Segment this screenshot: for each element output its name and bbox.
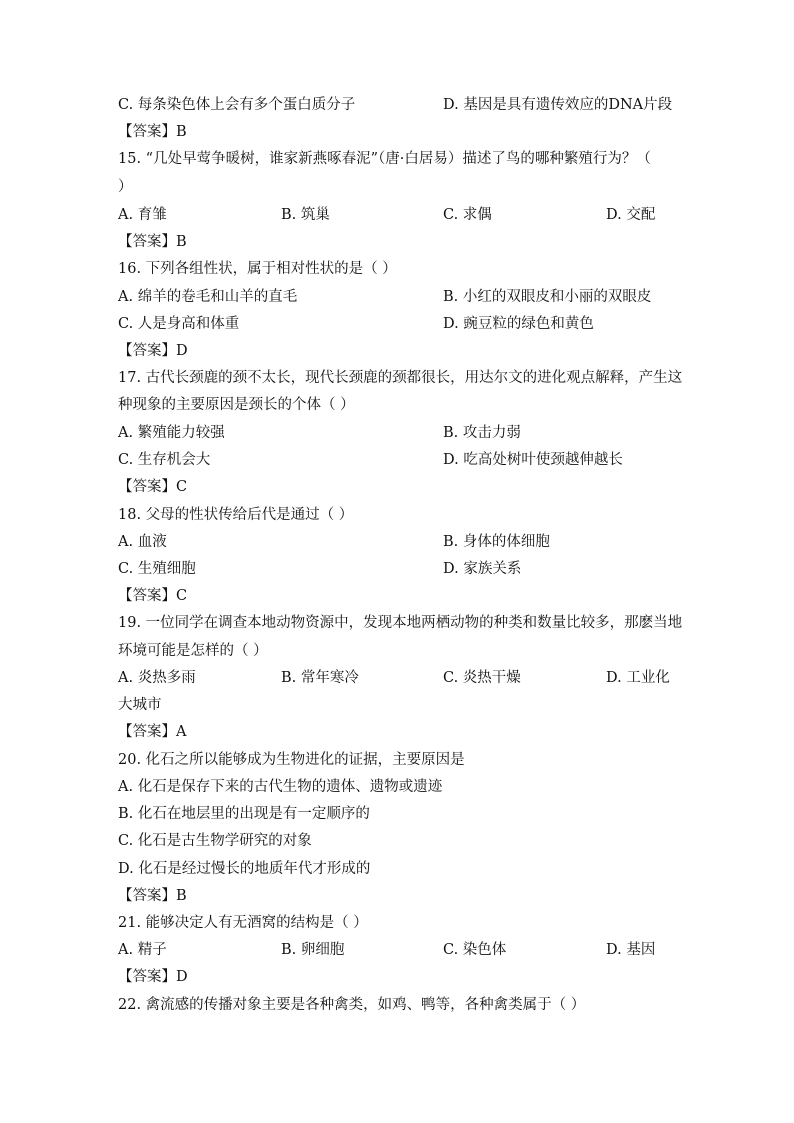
q17-stem-line2: 种现象的主要原因是颈长的个体（ ）: [118, 397, 355, 413]
q19-option-b: B. 常年寒冷: [281, 670, 359, 686]
q18-answer: 【答案】C: [118, 588, 188, 604]
q19-option-a: A. 炎热多雨: [118, 670, 196, 686]
q19-stem-line1: 19. 一位同学在调查本地动物资源中，发现本地两栖动物的种类和数量比较多，那麽当地: [118, 615, 683, 631]
q19-answer: 【答案】A: [118, 724, 187, 740]
q17-stem-line1: 17. 古代长颈鹿的颈不太长，现代长颈鹿的颈都很长，用达尔文的进化观点解释，产生这: [118, 370, 683, 386]
q18-option-b: B. 身体的体细胞: [443, 534, 550, 550]
q17-option-b: B. 攻击力弱: [443, 425, 521, 441]
q18-option-d: D. 家族关系: [443, 561, 522, 577]
q17-option-d: D. 吃高处树叶使颈越伸越长: [443, 452, 623, 468]
q15-option-a: A. 育雏: [118, 207, 167, 223]
q16-option-c: C. 人是身高和体重: [118, 316, 240, 332]
q20-stem: 20. 化石之所以能够成为生物进化的证据，主要原因是: [118, 752, 465, 768]
q16-option-b: B. 小红的双眼皮和小丽的双眼皮: [443, 289, 652, 305]
q19-option-d: D. 工业化: [606, 670, 670, 686]
q16-answer: 【答案】D: [118, 343, 188, 359]
q21-stem: 21. 能够决定人有无酒窝的结构是（ ）: [118, 915, 368, 931]
q21-option-b: B. 卵细胞: [281, 942, 345, 958]
q20-option-d: D. 化石是经过慢长的地质年代才形成的: [118, 861, 371, 877]
q14-answer: 【答案】B: [118, 124, 187, 140]
q15-stem-line2: ）: [118, 179, 133, 195]
q22-stem: 22. 禽流感的传播对象主要是各种禽类，如鸡、鸭等，各种禽类属于（ ）: [118, 997, 586, 1013]
q15-stem-line1: 15. “几处早莺争暖树，谁家新燕啄春泥”（唐·白居易）描述了鸟的哪种繁殖行为？（: [118, 151, 651, 167]
q17-option-a: A. 繁殖能力较强: [118, 425, 225, 441]
q15-answer: 【答案】B: [118, 234, 187, 250]
q14-option-c: C. 每条染色体上会有多个蛋白质分子: [118, 97, 356, 113]
q21-option-d: D. 基因: [606, 942, 656, 958]
q18-option-a: A. 血液: [118, 534, 167, 550]
q16-option-d: D. 豌豆粒的绿色和黄色: [443, 316, 594, 332]
q16-stem: 16. 下列各组性状，属于相对性状的是（ ）: [118, 261, 397, 277]
q14-option-d: D. 基因是具有遗传效应的DNA片段: [443, 97, 673, 113]
q21-option-c: C. 染色体: [443, 942, 507, 958]
q20-answer: 【答案】B: [118, 888, 187, 904]
q20-option-a: A. 化石是保存下来的古代生物的遗体、遗物或遗迹: [118, 779, 443, 795]
q17-answer: 【答案】C: [118, 479, 188, 495]
q20-option-c: C. 化石是古生物学研究的对象: [118, 833, 312, 849]
q21-option-a: A. 精子: [118, 942, 167, 958]
q19-option-d-continued: 大城市: [118, 697, 162, 713]
q19-stem-line2: 环境可能是怎样的（ ）: [118, 643, 268, 659]
q15-option-d: D. 交配: [606, 207, 656, 223]
q15-option-b: B. 筑巢: [281, 207, 330, 223]
q20-option-b: B. 化石在地层里的出现是有一定顺序的: [118, 806, 370, 822]
q21-answer: 【答案】D: [118, 969, 188, 985]
q17-option-c: C. 生存机会大: [118, 452, 211, 468]
q18-stem: 18. 父母的性状传给后代是通过（ ）: [118, 507, 354, 523]
q18-option-c: C. 生殖细胞: [118, 561, 196, 577]
q16-option-a: A. 绵羊的卷毛和山羊的直毛: [118, 289, 298, 305]
q15-option-c: C. 求偶: [443, 207, 492, 223]
q19-option-c: C. 炎热干燥: [443, 670, 521, 686]
